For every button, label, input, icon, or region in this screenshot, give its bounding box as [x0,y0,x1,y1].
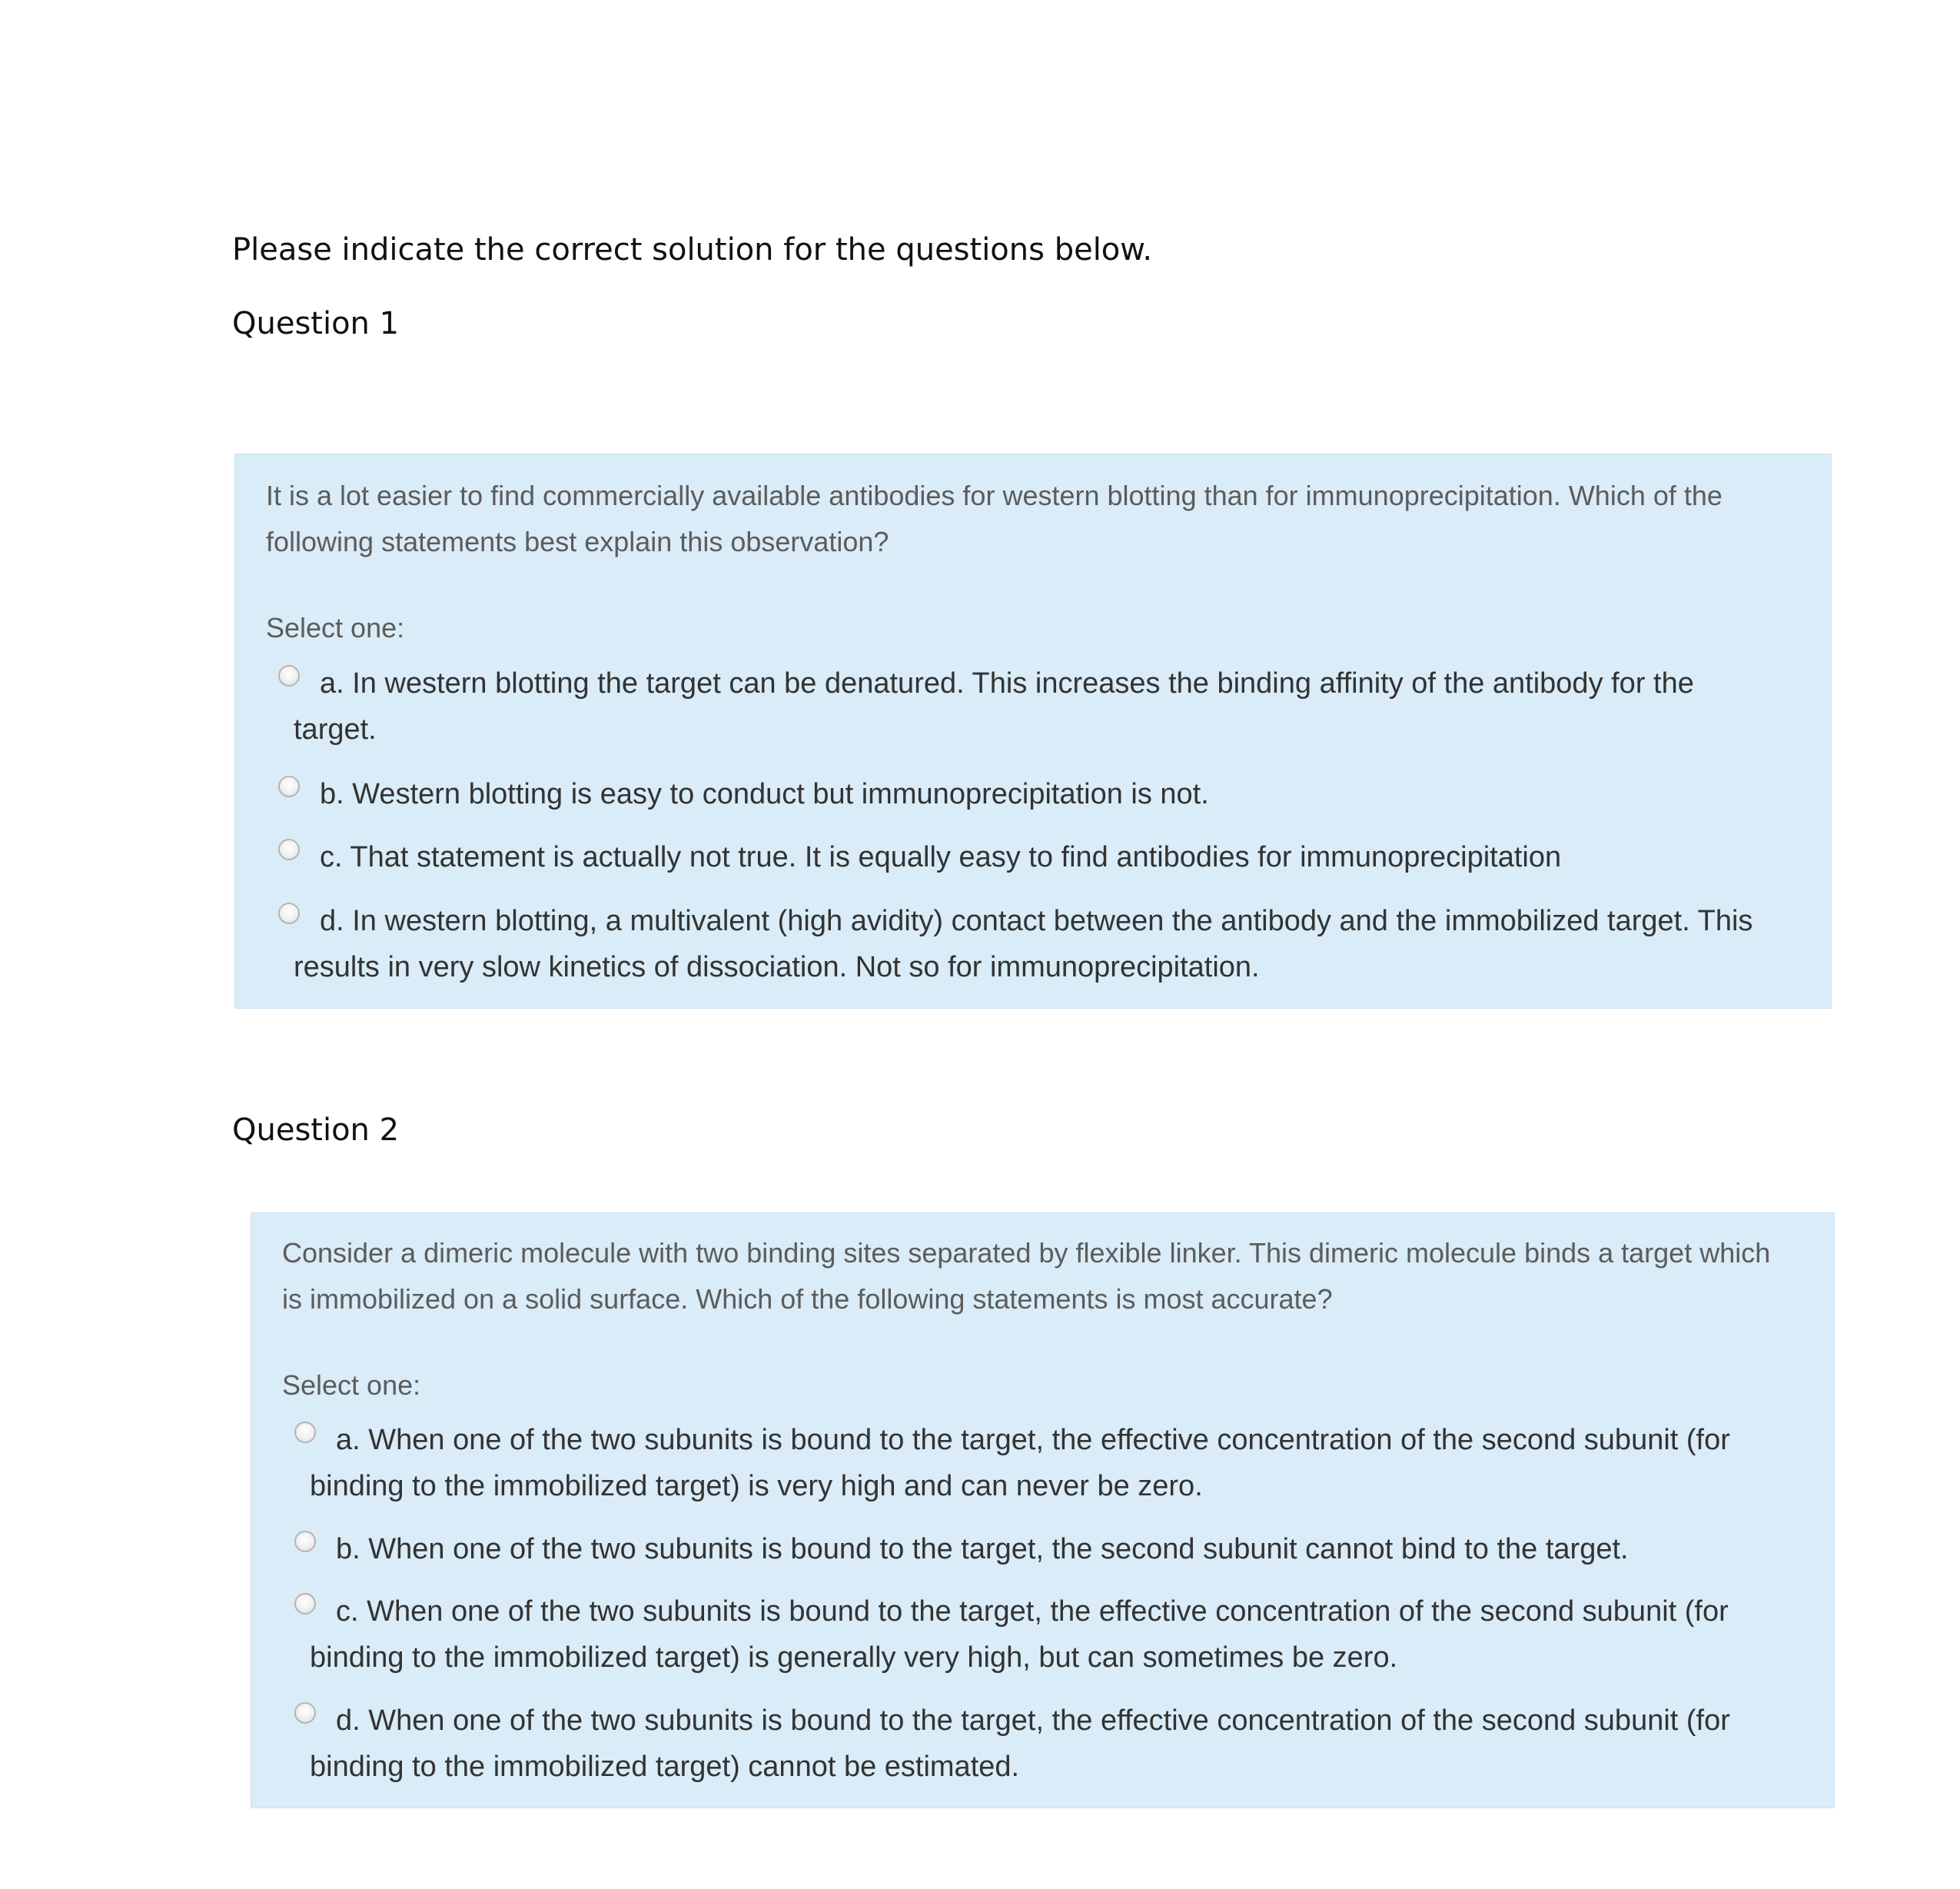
instructions-text: Please indicate the correct solution for the questions below. [232,232,1153,268]
question-2-option-c[interactable] [294,1588,1772,1681]
question-2-prompt: Consider a dimeric molecule with two binding sites separated by flexible linker. This dimeric molecule binds a target which is immobilized on a solid surface. Which of the following statements is most accurate? [282,1237,1771,1315]
question-2-option-d[interactable] [294,1698,1772,1790]
radio-button-icon[interactable] [294,1422,316,1443]
question-2-option-b[interactable] [294,1526,1772,1572]
question-1-option-c[interactable] [278,834,1769,880]
question-2-select-label: Select one: [282,1369,421,1401]
radio-button-icon[interactable] [278,839,300,860]
question-2-heading: Question 2 [232,1112,400,1148]
question-1-option-b-label[interactable]: b. Western blotting is easy to conduct but immunoprecipitation is not. [320,778,1209,810]
question-1-option-a-label[interactable]: a. In western blotting the target can be denatured. This increases the binding affinity of the antibody for the target. [294,667,1694,746]
question-2-option-a[interactable] [294,1417,1772,1509]
radio-button-icon[interactable] [294,1593,316,1615]
question-2-box [251,1212,1835,1808]
question-2-option-c-label[interactable]: c. When one of the two subunits is bound to the target, the effective concentration of the second subunit (for binding to the immobilized target) is generally very high, but can sometimes be zero. [310,1595,1729,1674]
question-1-prompt: It is a lot easier to find commercially available antibodies for western blotting than for immunoprecipitation. Which of the following statements best explain this observation? [266,480,1722,557]
radio-button-icon[interactable] [278,665,300,687]
question-1-option-d-label[interactable]: d. In western blotting, a multivalent (high avidity) contact between the antibody and the immobilized target. This results in very slow kinetics of dissociation. Not so for immunoprecipitation. [294,905,1753,983]
question-1-option-c-label[interactable]: c. That statement is actually not true. It is equally easy to find antibodies for immunoprecipitation [320,841,1562,873]
question-1-select-label: Select one: [266,612,405,644]
question-1-option-a[interactable] [278,660,1769,753]
question-2-option-d-label[interactable]: d. When one of the two subunits is bound to the target, the effective concentration of the second subunit (for binding to the immobilized target) cannot be estimated. [310,1704,1730,1783]
radio-button-icon[interactable] [294,1531,316,1552]
question-1-heading: Question 1 [232,306,400,341]
question-1-option-d[interactable] [278,898,1769,990]
question-2-option-b-label[interactable]: b. When one of the two subunits is bound to the target, the second subunit cannot bind to the target. [336,1533,1629,1565]
question-1-option-b[interactable] [278,771,1769,817]
radio-button-icon[interactable] [278,903,300,924]
radio-button-icon[interactable] [294,1702,316,1724]
question-2-option-a-label[interactable]: a. When one of the two subunits is bound to the target, the effective concentration of the second subunit (for binding to the immobilized target) is very high and can never be zero. [310,1424,1730,1502]
question-1-box [234,454,1832,1009]
radio-button-icon[interactable] [278,776,300,797]
